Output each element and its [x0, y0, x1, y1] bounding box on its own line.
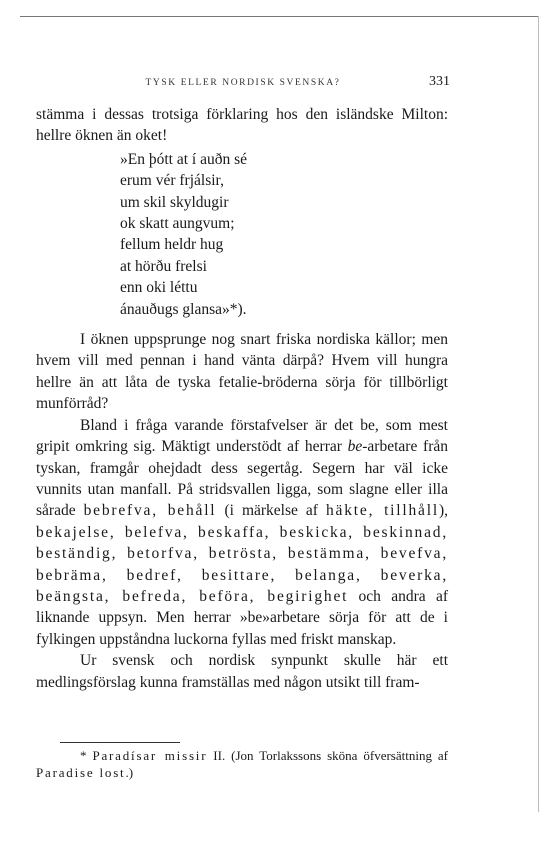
poem-line: erum vér frjálsir, — [120, 172, 224, 190]
footnote-mid: II. (Jon Torlakssons sköna öfversättning af — [207, 748, 449, 763]
footnote-text — [36, 747, 448, 781]
page-right-border — [538, 16, 539, 812]
footnote — [36, 747, 448, 781]
para-text: arbetare från tyskan, framgår ohejdadt dess segertåg. Segern har väl icke vunnits utan manfall. På stridsvallen ligga, som slagne eller illa sårade — [36, 438, 448, 520]
poem-line: um skil skyldugir — [120, 193, 229, 211]
intro-paragraph: stämma i dessas trotsiga förklaring hos den isländske Milton: hellre öknen än oket! — [36, 106, 448, 145]
running-title: TYSK ELLER NORDISK SVENSKA? — [145, 78, 341, 88]
para-text: Bland i fråga varande förstafvelser är det be, som mest gripit omkring sig. Mäktigt understödt af herrar — [36, 416, 448, 456]
footnote-work: Paradise lost — [36, 765, 126, 780]
page-header — [36, 74, 450, 94]
paragraph-forstafvelser — [36, 415, 448, 650]
poem-line: enn oki léttu — [120, 279, 198, 297]
footnote-marker: * — [80, 748, 87, 763]
footnote-divider — [60, 742, 180, 743]
poem-line: at hörðu frelsi — [120, 257, 207, 275]
para-text: ), — [438, 502, 448, 520]
spaced-word-list: bekajelse, belefva, beskaffa, beskicka, beskinnad, beständig, betorfva, betrösta, bestämma, bevefva, bebräma, bedref, besittare, belanga, beverka, beängsta, befreda, beföra, begirighet — [36, 523, 448, 605]
spaced-word-list: häkte, tillhåll — [326, 502, 439, 520]
poem-line: ok skatt aungvum; — [120, 215, 235, 233]
poem-quote — [120, 149, 448, 320]
paragraph-medlingsforslag: Ur svensk och nordisk synpunkt skulle här ett medlingsförslag kunna framställas med någon utsikt till fram- — [36, 652, 448, 691]
body-text — [36, 104, 448, 693]
be-italic: be- — [347, 438, 368, 456]
paragraph-oknen: I öknen uppsprunge nog snart friska nordiska källor; men hvem vill med pennan i hand vänta därpå? Hvem vill hungra hellre än att låta de tyska fetalie-bröderna sörja för tillbörligt munförråd? — [36, 331, 448, 413]
spaced-word-list: bebrefva, behåll — [83, 502, 217, 520]
footnote-end: .) — [125, 765, 134, 780]
poem-line: ánauðugs glansa»*). — [120, 300, 247, 318]
para-text: (i märkelse af — [216, 502, 326, 520]
poem-line: »En þótt at í auðn sé — [120, 150, 247, 168]
para-text: och andra af liknande uppsyn. Men herrar »be»arbetare sörja för att de i fylkingen uppståndna luckorna fyllas med friskt manskap. — [36, 587, 448, 648]
page-top-border — [20, 16, 538, 17]
poem-line: fellum heldr hug — [120, 236, 224, 254]
page-number: 331 — [429, 74, 450, 89]
footnote-title: Paradísar missir — [92, 748, 208, 763]
